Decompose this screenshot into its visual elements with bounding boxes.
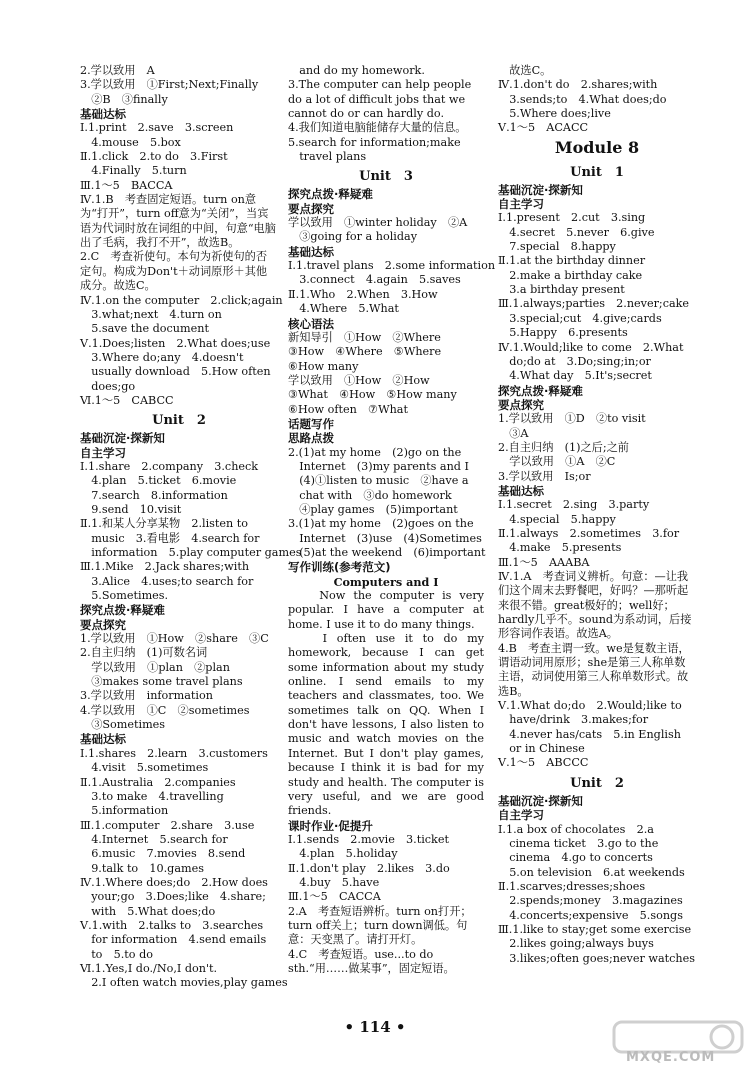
answer-line: Ⅱ.1.always 2.sometimes 3.for	[498, 526, 680, 540]
answer-line: 5.Happy 6.presents	[498, 326, 628, 340]
answer-line: 2.(1)at my home (2)go on the	[288, 445, 462, 459]
answer-line: ③What ④How ⑤How many	[288, 388, 457, 402]
answer-line: to 5.to do	[80, 947, 153, 961]
answer-line: 3.(1)at my home (2)goes on the	[288, 517, 474, 531]
answer-line: 9.talk to 10.games	[80, 861, 204, 875]
answer-line: 探究点拨·释疑难	[80, 603, 165, 618]
answer-line: Ⅳ.1.Where does;do 2.How does	[80, 875, 268, 889]
answer-line: Ⅱ.1.Who 2.When 3.How	[288, 287, 438, 301]
answer-line: ③makes some travel plans	[80, 675, 243, 689]
answer-line: 基础达标	[80, 732, 126, 747]
answer-line: 基础达标	[80, 107, 126, 122]
answer-line: 2.likes going;always buys	[498, 937, 654, 951]
answer-line: 基础达标	[288, 244, 334, 259]
answer-line: 3.Where do;any 4.doesn't	[80, 350, 244, 364]
answer-line: Ⅰ.1.share 2.company 3.check	[80, 459, 259, 473]
answer-line: 4.Finally 5.turn	[80, 164, 187, 178]
answer-line: 3.学以致用 ①First;Next;Finally	[80, 78, 259, 92]
answer-line: 5.on television 6.at weekends	[498, 865, 685, 879]
answer-line: 5.search for information;make	[288, 135, 461, 149]
answer-line: Internet (3)my parents and I	[288, 459, 469, 473]
answer-line: 4.What day 5.It's;secret	[498, 369, 652, 383]
answer-line: 要点探究	[80, 617, 126, 632]
answer-line: 5.Where does;live	[498, 107, 611, 121]
answer-line: Ⅴ.1～5 ABCCC	[498, 756, 589, 770]
answer-line: ③How ④Where ⑤Where	[288, 345, 442, 359]
answer-column-right	[498, 64, 696, 966]
answer-line: 4.Internet 5.search for	[80, 832, 228, 846]
answer-line: chat with ③do homework	[288, 488, 452, 502]
answer-line: 要点探究	[288, 201, 334, 216]
answer-line: 3.connect 4.again 5.saves	[288, 273, 461, 287]
answer-line: information 5.play computer games	[80, 546, 302, 559]
answer-line: 3.sends;to 4.What does;do	[498, 92, 667, 106]
answer-line: Now the computer is very popular. I have a computer at home. I use it to do many things.	[288, 589, 484, 631]
answer-line: 2.自主归纳 (1)之后;之前	[498, 440, 629, 454]
answer-line: 3.The computer can help people do a lot of difficult jobs that we cannot do or can hardly do.	[288, 78, 472, 121]
answer-line: 基础沉淀·探新知	[498, 182, 583, 197]
answer-line: do;do at 3.Do;sing;in;or	[498, 354, 651, 368]
answer-line: 4.plan 5.ticket 6.movie	[80, 474, 237, 488]
answer-line: Ⅲ.1.Mike 2.Jack shares;with	[80, 560, 250, 574]
answer-line: cinema 4.go to concerts	[498, 851, 653, 865]
answer-line: Ⅳ.1.on the computer 2.click;again	[80, 293, 283, 307]
answer-line: 2.I often watch movies,play games	[80, 976, 288, 990]
answer-line: 4.make 5.presents	[498, 541, 622, 555]
answer-line: Ⅴ.1.Does;listen 2.What does;use	[80, 336, 271, 350]
answer-line: 课时作业·促提升	[288, 818, 373, 833]
answer-line: Unit 2	[152, 413, 206, 429]
answer-line: 7.special 8.happy	[498, 240, 616, 254]
answer-line: ⑥How many	[288, 359, 359, 373]
answer-line: Unit 2	[570, 775, 624, 791]
answer-line: Ⅵ.1～5 CABCC	[80, 393, 174, 407]
answer-line: Ⅲ.1.always;parties 2.never;cake	[498, 297, 690, 311]
answer-line: 3.what;next 4.turn on	[80, 307, 222, 321]
answer-line: 3.special;cut 4.give;cards	[498, 311, 662, 325]
answer-line: 4.学以致用 ①C ②sometimes	[80, 703, 250, 717]
answer-line: Ⅳ.1.B 考查固定短语。turn on意为“打开”，turn off意为“关闭”，当宾语为代词时放在词组的中间，句意“电脑出了毛病，我打不开”，故选B。	[80, 193, 276, 250]
answer-line: does;go	[80, 379, 136, 393]
answer-line: 学以致用 ①A ②C	[498, 455, 616, 469]
answer-line: 自主学习	[80, 445, 126, 460]
answer-line: Ⅰ.1.print 2.save 3.screen	[80, 121, 234, 135]
answer-line: 学以致用 ①How ②How	[288, 373, 430, 387]
answer-line: Unit 1	[570, 164, 624, 180]
answer-line: Ⅴ.1～5 ACACC	[498, 121, 589, 135]
answer-line: 4.visit 5.sometimes	[80, 761, 209, 775]
answer-line: 4.B 考查主谓一致。we是复数主语，谓语动词用原形；she是第三人称单数主语，动词使用第三人称单数形式。故选B。	[498, 641, 690, 698]
answer-line: 基础沉淀·探新知	[498, 793, 583, 808]
answer-line: and do my homework.	[288, 64, 425, 77]
answer-column-left	[80, 64, 302, 991]
answer-line: Ⅳ.1.Would;like to come 2.What	[498, 340, 684, 354]
answer-line: (5)at the weekend (6)important	[288, 546, 486, 559]
answer-line: 基础达标	[498, 483, 544, 498]
answer-line: 思路点拨	[288, 431, 334, 446]
page-number: • 114 •	[344, 1018, 406, 1036]
answer-line: Ⅱ.1.scarves;dresses;shoes	[498, 879, 646, 893]
answer-line: 2.spends;money 3.magazines	[498, 894, 683, 908]
answer-line: for information 4.send emails	[80, 933, 267, 947]
answer-line: with 5.What does;do	[80, 904, 216, 918]
answer-line: have/drink 3.makes;for	[498, 713, 649, 727]
answer-line: Ⅲ.1～5 CACCA	[288, 890, 381, 904]
answer-line: Ⅱ.1.click 2.to do 3.First	[80, 150, 228, 164]
answer-line: cinema ticket 3.go to the	[498, 836, 659, 850]
answer-line: ②B ③finally	[80, 92, 168, 106]
answer-line: ③A	[498, 426, 529, 440]
answer-line: 2.make a birthday cake	[498, 268, 643, 282]
answer-line: 3.Alice 4.uses;to search for	[80, 574, 254, 588]
watermark-text: MXQE.COM	[626, 1050, 716, 1065]
answer-line: Computers and I	[333, 574, 439, 589]
answer-line: travel plans	[288, 150, 367, 164]
answer-line: 5.save the document	[80, 322, 209, 336]
answer-line: 4.buy 5.have	[288, 875, 380, 889]
answer-line: 5.information	[80, 804, 169, 818]
answer-line: Ⅲ.1.like to stay;get some exercise	[498, 922, 692, 936]
answer-line: Ⅱ.1.don't play 2.likes 3.do	[288, 861, 450, 875]
answer-line: 4.C 考查短语。use...to do sth.“用……做某事”，固定短语。	[288, 947, 455, 975]
answer-line: 3.学以致用 Is;or	[498, 469, 591, 483]
answer-line: 2.自主归纳 (1)可数名词	[80, 646, 208, 660]
answer-line: 话题写作	[288, 416, 334, 431]
answer-line: Ⅰ.1.travel plans 2.some information	[288, 259, 496, 273]
answer-line: 5.Sometimes.	[80, 589, 169, 603]
answer-line: or in Chinese	[498, 742, 585, 756]
answer-line: 3.学以致用 information	[80, 689, 213, 703]
answer-line: Unit 3	[359, 169, 413, 185]
answer-line: 自主学习	[498, 808, 544, 823]
answer-line: 探究点拨·释疑难	[498, 383, 583, 398]
answer-line: 7.search 8.information	[80, 488, 228, 502]
answer-line: 核心语法	[288, 316, 334, 331]
answer-line: Ⅰ.1.sends 2.movie 3.ticket	[288, 832, 449, 846]
answer-line: 3.to make 4.travelling	[80, 789, 224, 803]
answer-line: 自主学习	[498, 197, 544, 212]
answer-column-middle	[288, 64, 496, 976]
answer-line: 4.plan 5.holiday	[288, 847, 398, 861]
answer-line: ⑥How often ⑦What	[288, 402, 408, 416]
answer-line: 4.concerts;expensive 5.songs	[498, 908, 683, 922]
answer-line: 学以致用 ①plan ②plan	[80, 660, 230, 674]
answer-line: (4)①listen to music ②have a	[288, 474, 469, 488]
answer-line: 4.secret 5.never 6.give	[498, 225, 655, 239]
answer-line: 3.a birthday present	[498, 283, 625, 297]
answer-line: Ⅰ.1.secret 2.sing 3.party	[498, 498, 650, 512]
answer-line: 基础沉淀·探新知	[80, 431, 165, 446]
answer-line: 1.学以致用 ①How ②share ③C	[80, 632, 269, 646]
answer-line: 写作训练(参考范文)	[288, 560, 391, 575]
answer-line: usually download 5.How often	[80, 365, 271, 379]
answer-line: ③going for a holiday	[288, 230, 418, 244]
answer-line: 3.likes;often goes;never watches	[498, 951, 695, 965]
answer-line: 2.学以致用 A	[80, 64, 155, 77]
answer-line: 学以致用 ①winter holiday ②A	[288, 216, 468, 230]
answer-line: Ⅳ.1.don't do 2.shares;with	[498, 78, 658, 92]
answer-line: Ⅵ.1.Yes,I do./No,I don't.	[80, 961, 218, 975]
answer-line: Ⅰ.1.shares 2.learn 3.customers	[80, 746, 268, 760]
answer-line: 4.special 5.happy	[498, 512, 616, 526]
answer-line: music 3.看电影 4.search for	[80, 531, 260, 545]
answer-line: Ⅱ.1.和某人分享某物 2.listen to	[80, 517, 249, 531]
answer-line: 9.send 10.visit	[80, 502, 182, 516]
answer-line: 6.music 7.movies 8.send	[80, 847, 246, 861]
answer-line: ③Sometimes	[80, 718, 166, 732]
answer-line: 4.Where 5.What	[288, 302, 399, 316]
answer-line: Ⅲ.1～5 BACCA	[80, 178, 173, 192]
answer-line: 故选C。	[498, 64, 552, 77]
answer-line: 4.我们知道电脑能储存大量的信息。	[288, 121, 467, 135]
answer-line: Ⅴ.1.What do;do 2.Would;like to	[498, 699, 682, 713]
answer-line: 要点探究	[498, 397, 544, 412]
answer-line: Ⅲ.1.computer 2.share 3.use	[80, 818, 255, 832]
answer-line: Ⅴ.1.with 2.talks to 3.searches	[80, 918, 264, 932]
answer-line: Ⅲ.1～5 AAABA	[498, 555, 590, 569]
answer-line: your;go 3.Does;like 4.share;	[80, 890, 266, 904]
answer-line: Ⅳ.1.A 考查词义辨析。句意：—让我们这个周末去野餐吧，好吗？—那听起来很不错。great极好的；well好；hardly几乎不。sound为系动词，后接形容词作表语。故选A。	[498, 570, 692, 641]
answer-line: 新知导引 ①How ②Where	[288, 330, 441, 344]
answer-line: Module 8	[554, 137, 640, 157]
answer-line: Ⅰ.1.present 2.cut 3.sing	[498, 211, 646, 225]
answer-line: 2.C 考查祈使句。本句为祈使句的否定句。构成为Don't＋动词原形＋其他成分。故选C。	[80, 250, 268, 293]
answer-line: 4.never has/cats 5.in English	[498, 727, 681, 741]
answer-line: 探究点拨·释疑难	[288, 187, 373, 202]
answer-line: Ⅱ.1.Australia 2.companies	[80, 775, 236, 789]
answer-line: Internet (3)use (4)Sometimes	[288, 531, 482, 545]
answer-line: Ⅰ.1.a box of chocolates 2.a	[498, 822, 654, 836]
answer-line: I often use it to do my homework, because I can get some information about my study online. I send emails to my teachers and classmates, too. We sometimes talk on QQ. When I don't have lessons, I also listen to music and watch movies on the Internet. But I don't play games, because I think it is bad for my study and health. The computer is very useful, and we are good friends.	[288, 632, 484, 818]
answer-line: ④play games (5)important	[288, 502, 458, 516]
answer-line: Ⅱ.1.at the birthday dinner	[498, 254, 646, 268]
answer-line: 2.A 考查短语辨析。turn on打开；turn off关上；turn down调低。句意：天变黑了。请打开灯。	[288, 904, 472, 947]
answer-line: 4.mouse 5.box	[80, 135, 181, 149]
answer-line: 1.学以致用 ①D ②to visit	[498, 412, 646, 426]
